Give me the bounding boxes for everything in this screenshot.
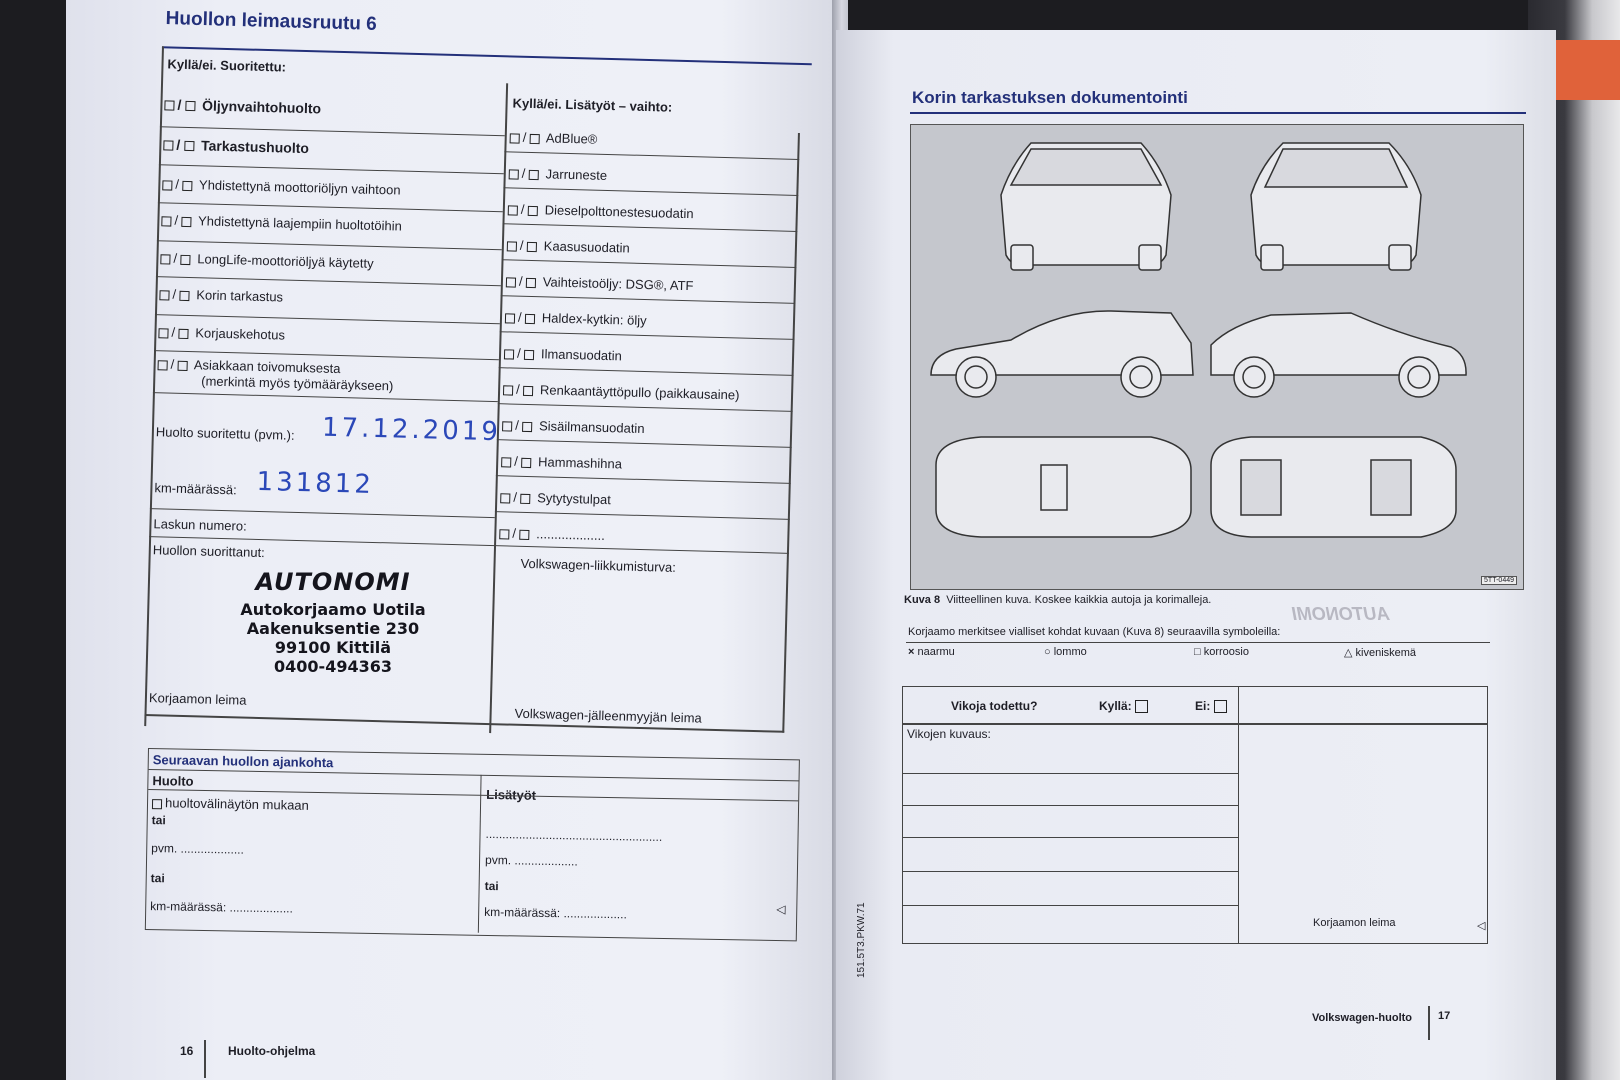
page-number-right: 17 bbox=[1438, 1010, 1451, 1022]
stamp-brand: AUTONOMI bbox=[255, 568, 411, 596]
checkbox-no[interactable] bbox=[519, 529, 529, 539]
checkbox-yes[interactable] bbox=[1135, 700, 1148, 713]
symbol-scratch: × naarmu bbox=[908, 646, 955, 658]
page-number-left: 16 bbox=[180, 1044, 194, 1058]
checkbox-yes[interactable] bbox=[506, 277, 516, 287]
checkbox-yes[interactable] bbox=[504, 349, 514, 359]
checkbox-no[interactable] bbox=[528, 205, 538, 215]
extra-item[interactable]: / Renkaantäyttöpullo (paikkausaine) bbox=[503, 381, 740, 402]
checkbox[interactable] bbox=[152, 799, 162, 809]
list-item[interactable]: / Tarkastushuolto bbox=[163, 136, 309, 156]
ghost-stamp: AUTONOMI bbox=[1292, 604, 1390, 624]
or-label: tai bbox=[484, 878, 499, 894]
continue-arrow-icon: ◁ bbox=[1477, 920, 1486, 932]
checkbox-no[interactable] bbox=[178, 360, 188, 370]
checkbox-yes[interactable] bbox=[508, 205, 518, 215]
extra-item[interactable]: / Kaasusuodatin bbox=[507, 237, 630, 255]
dealer-stamp-label: Volkswagen-jälleenmyyjän leima bbox=[514, 705, 702, 726]
defects-table bbox=[902, 686, 1488, 944]
extra-item[interactable]: / Vaihteistoöljy: DSG®, ATF bbox=[506, 273, 694, 293]
checkbox-no[interactable] bbox=[527, 241, 537, 251]
list-item[interactable]: / Korin tarkastus bbox=[159, 286, 283, 304]
list-item-subtext: (merkintä myös työmääräykseen) bbox=[201, 373, 394, 394]
list-item[interactable]: / LongLife-moottoriöljyä käytetty bbox=[160, 250, 374, 271]
extra-item[interactable]: / Dieselpolttonestesuodatin bbox=[508, 201, 694, 221]
checkbox-no[interactable] bbox=[523, 385, 533, 395]
checkbox-yes[interactable] bbox=[158, 328, 168, 338]
date-handwritten[interactable]: 17.12.2019 bbox=[321, 412, 502, 448]
list-item[interactable]: / Asiakkaan toivomuksesta bbox=[157, 356, 340, 376]
extra-item[interactable]: / AdBlue® bbox=[510, 129, 598, 146]
checkbox-yes[interactable] bbox=[502, 421, 512, 431]
list-item[interactable]: / Yhdistettynä moottoriöljyn vaihtoon bbox=[162, 176, 401, 197]
checkbox-yes[interactable] bbox=[503, 385, 513, 395]
checkbox-yes[interactable] bbox=[159, 290, 169, 300]
next-service-box bbox=[145, 748, 800, 941]
extra-item[interactable]: / ................... bbox=[499, 525, 605, 543]
symbol-corrosion: □ korroosio bbox=[1194, 646, 1249, 658]
footer-right: Volkswagen-huolto bbox=[1312, 1012, 1413, 1024]
checkbox-yes[interactable] bbox=[507, 241, 517, 251]
continue-arrow-icon: ◁ bbox=[776, 901, 786, 917]
checkbox-no[interactable] bbox=[529, 169, 539, 179]
checkbox-yes[interactable] bbox=[164, 101, 174, 111]
checkbox-yes[interactable] bbox=[505, 313, 515, 323]
next-date-field[interactable]: pvm. ................... bbox=[151, 841, 245, 857]
checkbox-no[interactable] bbox=[524, 349, 534, 359]
defects-yes[interactable]: Kyllä: bbox=[1099, 699, 1151, 713]
interval-option[interactable]: huoltovälinäytön mukaan bbox=[152, 795, 309, 813]
symbol-stone-chip: △ kiveniskemä bbox=[1344, 647, 1417, 659]
checkbox-no[interactable] bbox=[181, 254, 191, 264]
col2-header: Kyllä/ei. Lisätyöt – vaihto: bbox=[512, 95, 673, 115]
side-code: 151.5T3.PKW.71 bbox=[856, 902, 867, 978]
lisatyot-km-field[interactable]: km-määrässä: ................... bbox=[484, 904, 627, 922]
checkbox-yes[interactable] bbox=[161, 216, 171, 226]
footer-left: Huolto-ohjelma bbox=[228, 1044, 316, 1058]
or-label: tai bbox=[151, 813, 166, 828]
defects-question: Vikoja todettu? bbox=[951, 699, 1038, 713]
performed-by-label: Huollon suorittanut: bbox=[152, 542, 265, 561]
date-label: Huolto suoritettu (pvm.): bbox=[155, 424, 295, 443]
checkbox-no[interactable] bbox=[179, 328, 189, 338]
page-title: Huollon leimausruutu 6 bbox=[165, 8, 378, 35]
checkbox-yes[interactable] bbox=[162, 180, 172, 190]
km-label: km-määrässä: bbox=[154, 480, 237, 498]
figure-caption: Kuva 8 Viitteellinen kuva. Koskee kaikkia autoja ja korimalleja. bbox=[904, 594, 1212, 606]
extra-item[interactable]: / Ilmansuodatin bbox=[504, 345, 622, 363]
checkbox-no[interactable] bbox=[180, 290, 190, 300]
km-handwritten[interactable]: 131812 bbox=[256, 466, 375, 500]
list-item[interactable]: / Korjauskehotus bbox=[158, 324, 285, 342]
symbol-dent: ○ lommo bbox=[1044, 646, 1087, 658]
checkbox-no[interactable] bbox=[185, 101, 195, 111]
invoice-label: Laskun numero: bbox=[153, 516, 247, 534]
checkbox-yes[interactable] bbox=[509, 169, 519, 179]
checkbox-no[interactable] bbox=[182, 180, 192, 190]
next-km-field[interactable]: km-määrässä: ................... bbox=[150, 899, 294, 916]
workshop-stamp-label: Korjaamon leima bbox=[148, 690, 247, 708]
extra-item[interactable]: / Jarruneste bbox=[509, 165, 608, 183]
workshop-stamp: AUTONOMI Autokorjaamo Uotila Aakenuksentie 230 99100 Kittilä 0400-494363 bbox=[228, 568, 438, 676]
checkbox-yes[interactable] bbox=[158, 360, 168, 370]
next-service-title: Seuraavan huollon ajankohta bbox=[152, 752, 334, 771]
extra-item[interactable]: / Haldex-kytkin: öljy bbox=[505, 309, 647, 328]
checkbox-no[interactable] bbox=[184, 141, 194, 151]
checkbox-no[interactable] bbox=[530, 133, 540, 143]
extra-item[interactable]: / Sisäilmansuodatin bbox=[502, 417, 645, 436]
extra-item[interactable]: / Sytytystulpat bbox=[500, 489, 611, 507]
checkbox-no[interactable] bbox=[526, 277, 536, 287]
right-page-title: Korin tarkastuksen dokumentointi bbox=[912, 88, 1188, 107]
defects-description-label: Vikojen kuvaus: bbox=[907, 727, 991, 741]
checkbox-no[interactable] bbox=[520, 493, 530, 503]
defects-no[interactable]: Ei: bbox=[1195, 699, 1230, 713]
col1-header: Kyllä/ei. Suoritettu: bbox=[167, 56, 287, 75]
checkbox-yes[interactable] bbox=[510, 133, 520, 143]
checkbox-no[interactable] bbox=[182, 216, 192, 226]
list-item[interactable]: / Öljynvaihtohuolto bbox=[164, 96, 321, 116]
next-service-col1: Huolto bbox=[152, 773, 194, 789]
list-item[interactable]: / Yhdistettynä laajempiin huoltotöihin bbox=[161, 212, 402, 233]
checkbox-yes[interactable] bbox=[163, 141, 173, 151]
extra-item[interactable]: / Hammashihna bbox=[501, 453, 622, 471]
checkbox-yes[interactable] bbox=[160, 254, 170, 264]
figure-code: 5TT-0449 bbox=[1481, 576, 1517, 585]
vw-network-label: Volkswagen-liikkumisturva: bbox=[520, 555, 677, 575]
or-label: tai bbox=[150, 871, 165, 886]
checkbox-no[interactable] bbox=[1214, 700, 1227, 713]
lisatyot-date-field[interactable]: pvm. ................... bbox=[484, 852, 578, 869]
checkbox-no[interactable] bbox=[522, 421, 532, 431]
instructions-text: Korjaamo merkitsee vialliset kohdat kuvaan (Kuva 8) seuraavilla symboleilla: bbox=[908, 626, 1281, 638]
right-workshop-stamp-label: Korjaamon leima bbox=[1313, 917, 1396, 929]
checkbox-yes[interactable] bbox=[500, 493, 510, 503]
checkbox-yes[interactable] bbox=[501, 457, 511, 467]
checkbox-no[interactable] bbox=[525, 313, 535, 323]
checkbox-yes[interactable] bbox=[499, 529, 509, 539]
car-body-diagram[interactable] bbox=[910, 124, 1524, 590]
checkbox-no[interactable] bbox=[521, 457, 531, 467]
lisatyot-field[interactable]: ..................................................... bbox=[485, 826, 663, 844]
car-outlines bbox=[911, 125, 1523, 589]
